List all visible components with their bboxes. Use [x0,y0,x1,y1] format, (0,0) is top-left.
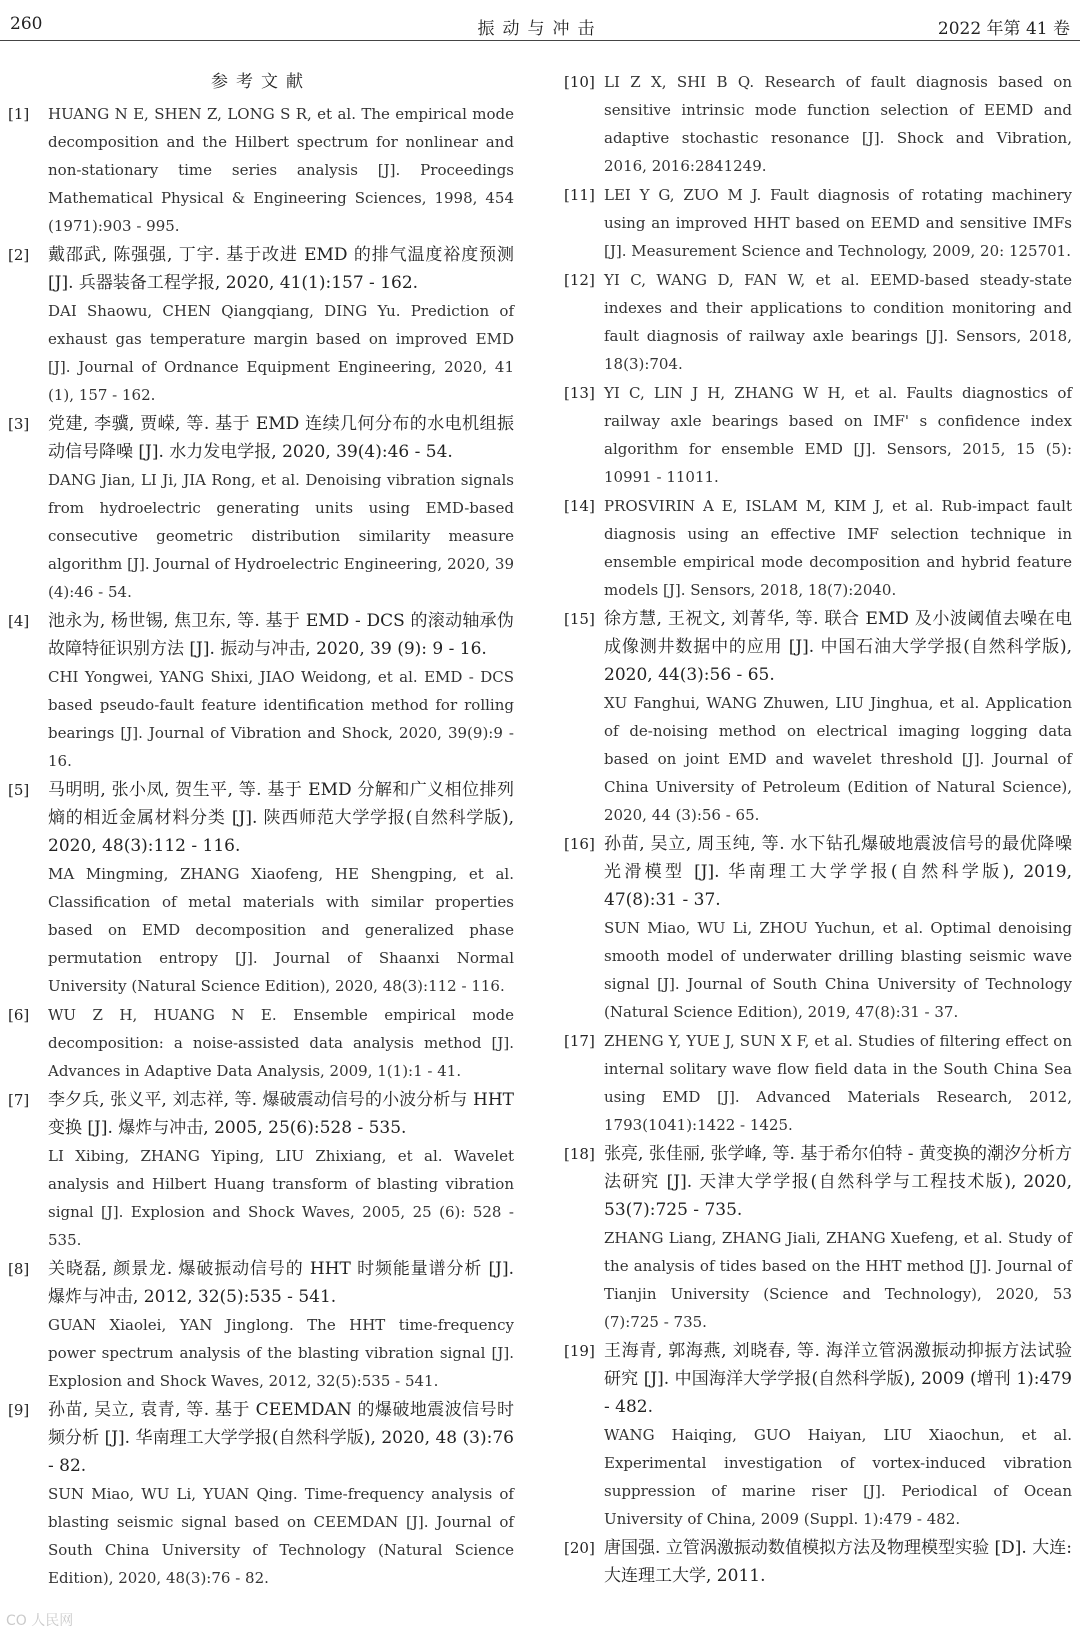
reference-text-english: WU Z H, HUANG N E. Ensemble empirical mode decomposition: a noise-assisted data analysis method [J]. Advances in Adaptive Data Analysis, 2009, 1(1):1 - 41. [48,1006,514,1080]
references-title: 参考文献 [211,72,311,92]
page-header [0,0,1080,41]
reference-text-english: YI C, LIN J H, ZHANG W H, et al. Faults diagnostics of railway axle bearings based on IMF' s confidence index algorithm for ensemble EMD [J]. Sensors, 2015, 15 (5): 10991 - 11011. [604,384,1072,486]
reference-item [564,266,1072,378]
watermark: CO 人民网 [6,1613,74,1629]
reference-body [604,1027,1072,1139]
reference-number: [17] [564,1032,595,1050]
reference-text-chinese: 党建, 李骥, 贾嵘, 等. 基于 EMD 连续几何分布的水电机组振动信号降噪 [J]. 水力发电学报, 2020, 39(4):46 - 54. [48,414,514,462]
reference-number: [11] [564,186,595,204]
reference-text-english: MA Mingming, ZHANG Xiaofeng, HE Shengping, et al. Classification of metal materials with similar properties based on EMD decomposition and generalized phase permutation entropy [J]. Journal of Shaanxi Normal University (Natural Science Edition), 2020, 48(3):112 - 116. [48,865,514,995]
reference-item [564,1337,1072,1533]
reference-number: [18] [564,1145,595,1163]
reference-item [564,379,1072,491]
reference-text-english: DANG Jian, LI Ji, JIA Rong, et al. Denoising vibration signals from hydroelectric generating units using EMD-based consecutive geometric distribution similarity measure algorithm [J]. Journal of Hydroelectric Engineering, 2020, 39 (4):46 - 54. [48,471,514,601]
reference-body [604,68,1072,180]
reference-body [48,607,514,775]
reference-number: [14] [564,497,595,515]
reference-text-english: CHI Yongwei, YANG Shixi, JIAO Weidong, et al. EMD - DCS based pseudo-fault feature identification method for rolling bearings [J]. Journal of Vibration and Shock, 2020, 39(9):9 - 16. [48,668,514,770]
reference-item [8,1086,514,1254]
reference-item [564,830,1072,1026]
reference-body [604,266,1072,378]
reference-number: [5] [8,781,30,799]
reference-body [604,181,1072,265]
reference-item [564,605,1072,829]
reference-number: [1] [8,105,30,123]
reference-text-chinese: 张亮, 张佳丽, 张学峰, 等. 基于希尔伯特 - 黄变换的潮汐分析方法研究 [J]. 天津大学学报(自然科学与工程技术版), 2020, 53(7):725 - 735. [604,1144,1072,1220]
reference-list-right [564,68,1072,1590]
reference-body [48,1255,514,1395]
reference-text-chinese: 戴邵武, 陈强强, 丁宇. 基于改进 EMD 的排气温度裕度预测 [J]. 兵器装备工程学报, 2020, 41(1):157 - 162. [48,245,514,293]
page-number: 260 [10,14,43,34]
reference-number: [2] [8,246,30,264]
reference-text-chinese: 王海青, 郭海燕, 刘晓春, 等. 海洋立管涡激振动抑振方法试验研究 [J]. 中国海洋大学学报(自然科学版), 2009 (增刊 1):479 - 482. [604,1341,1072,1417]
reference-text-english: WANG Haiqing, GUO Haiyan, LIU Xiaochun, et al. Experimental investigation of vortex-induced vibration suppression of marine riser [J]. Periodical of Ocean University of China, 2009 (Suppl. 1):479 - 482. [604,1426,1072,1528]
reference-number: [12] [564,271,595,289]
reference-item [564,68,1072,180]
reference-text-english: LI Z X, SHI B Q. Research of fault diagnosis based on sensitive intrinsic mode function selection of EEMD and adaptive stochastic resonance [J]. Shock and Vibration, 2016, 2016:2841249. [604,73,1072,175]
reference-number: [19] [564,1342,595,1360]
reference-item [564,1534,1072,1590]
reference-text-chinese: 马明明, 张小凤, 贺生平, 等. 基于 EMD 分解和广义相位排列熵的相近金属材料分类 [J]. 陕西师范大学学报(自然科学版), 2020, 48(3):112 - 116. [48,780,514,856]
reference-text-english: XU Fanghui, WANG Zhuwen, LIU Jinghua, et al. Application of de-noising method on electrical imaging logging data based on joint EMD and wavelet threshold [J]. Journal of China University of Petroleum (Edition of Natural Science), 2020, 44 (3):56 - 65. [604,694,1072,824]
reference-body [48,241,514,409]
reference-number: [6] [8,1006,30,1024]
reference-body [48,100,514,240]
reference-list-left [8,100,514,1592]
reference-body [604,1337,1072,1533]
reference-body [604,1534,1072,1590]
reference-number: [8] [8,1260,30,1278]
reference-item [8,1396,514,1592]
reference-number: [4] [8,612,30,630]
reference-body [48,410,514,606]
reference-text-english: PROSVIRIN A E, ISLAM M, KIM J, et al. Rub-impact fault diagnosis using an effective IMF selection technique in ensemble empirical mode decomposition and hybrid feature models [J]. Sensors, 2018, 18(7):2040. [604,497,1072,599]
reference-text-english: ZHANG Liang, ZHANG Jiali, ZHANG Xuefeng, et al. Study of the analysis of tides based on the HHT method [J]. Journal of Tianjin University (Science and Technology), 2020, 53 (7):725 - 735. [604,1229,1072,1331]
reference-number: [15] [564,610,595,628]
reference-text-chinese: 李夕兵, 张义平, 刘志祥, 等. 爆破震动信号的小波分析与 HHT 变换 [J]. 爆炸与冲击, 2005, 25(6):528 - 535. [48,1090,514,1138]
reference-item [8,1255,514,1395]
reference-text-english: GUAN Xiaolei, YAN Jinglong. The HHT time-frequency power spectrum analysis of the blasting vibration signal [J]. Explosion and Shock Waves, 2012, 32(5):535 - 541. [48,1316,514,1390]
right-column [564,68,1072,1591]
reference-text-english: SUN Miao, WU Li, ZHOU Yuchun, et al. Optimal denoising smooth model of underwater drilling blasting seismic wave signal [J]. Journal of South China University of Technology (Natural Science Edition), 2019, 47(8):31 - 37. [604,919,1072,1021]
reference-item [8,100,514,240]
reference-text-english: LEI Y G, ZUO M J. Fault diagnosis of rotating machinery using an improved HHT based on EEMD and sensitive IMFs [J]. Measurement Science and Technology, 2009, 20: 125701. [604,186,1072,260]
reference-item [8,410,514,606]
reference-text-english: YI C, WANG D, FAN W, et al. EEMD-based steady-state indexes and their applications to condition monitoring and fault diagnosis of railway axle bearings [J]. Sensors, 2018, 18(3):704. [604,271,1072,373]
reference-text-english: ZHENG Y, YUE J, SUN X F, et al. Studies of filtering effect on internal solitary wave flow field data in the South China Sea using EMD [J]. Advanced Materials Research, 2012, 1793(1041):1422 - 1425. [604,1032,1072,1134]
reference-text-chinese: 孙苗, 吴立, 袁青, 等. 基于 CEEMDAN 的爆破地震波信号时频分析 [J]. 华南理工大学学报(自然科学版), 2020, 48 (3):76 - 82. [48,1400,514,1476]
reference-text-chinese: 关晓磊, 颜景龙. 爆破振动信号的 HHT 时频能量谱分析 [J]. 爆炸与冲击, 2012, 32(5):535 - 541. [48,1259,514,1307]
reference-body [604,605,1072,829]
reference-item [8,776,514,1000]
reference-item [8,241,514,409]
reference-text-english: SUN Miao, WU Li, YUAN Qing. Time-frequency analysis of blasting seismic signal based on CEEMDAN [J]. Journal of South China University of Technology (Natural Science Edition), 2020, 48(3):76 - 82. [48,1485,514,1587]
reference-number: [16] [564,835,595,853]
reference-text-chinese: 孙苗, 吴立, 周玉纯, 等. 水下钻孔爆破地震波信号的最优降噪光滑模型 [J]. 华南理工大学学报(自然科学版), 2019, 47(8):31 - 37. [604,834,1072,910]
reference-number: [3] [8,415,30,433]
reference-body [48,1396,514,1592]
reference-item [8,607,514,775]
reference-number: [7] [8,1091,30,1109]
reference-number: [10] [564,73,595,91]
reference-text-english: LI Xibing, ZHANG Yiping, LIU Zhixiang, et al. Wavelet analysis and Hilbert Huang transform of blasting vibration signal [J]. Explosion and Shock Waves, 2005, 25 (6): 528 - 535. [48,1147,514,1249]
reference-body [604,830,1072,1026]
reference-item [8,1001,514,1085]
reference-body [604,492,1072,604]
reference-item [564,181,1072,265]
reference-item [564,1140,1072,1336]
reference-number: [13] [564,384,595,402]
reference-text-english: HUANG N E, SHEN Z, LONG S R, et al. The empirical mode decomposition and the Hilbert spectrum for nonlinear and non-stationary time series analysis [J]. Proceedings Mathematical Physical & Engineering Sciences, 1998, 454 (1971):903 - 995. [48,105,514,235]
reference-item [564,492,1072,604]
reference-number: [20] [564,1539,595,1557]
reference-body [604,379,1072,491]
journal-title: 振动与冲击 [477,19,603,39]
reference-body [48,1086,514,1254]
reference-body [48,776,514,1000]
reference-body [48,1001,514,1085]
reference-body [604,1140,1072,1336]
reference-text-chinese: 唐国强. 立管涡激振动数值模拟方法及物理模型实验 [D]. 大连:大连理工大学, 2011. [604,1538,1072,1586]
left-column [8,68,514,1593]
reference-text-chinese: 池永为, 杨世锡, 焦卫东, 等. 基于 EMD - DCS 的滚动轴承伪故障特征识别方法 [J]. 振动与冲击, 2020, 39 (9): 9 - 16. [48,611,514,659]
reference-number: [9] [8,1401,30,1419]
reference-text-chinese: 徐方慧, 王祝文, 刘菁华, 等. 联合 EMD 及小波阈值去噪在电成像测井数据中的应用 [J]. 中国石油大学学报(自然科学版), 2020, 44(3):56 - 65. [604,609,1072,685]
issue-info: 2022 年第 41 卷 [937,19,1070,39]
reference-text-english: DAI Shaowu, CHEN Qiangqiang, DING Yu. Prediction of exhaust gas temperature margin based on improved EMD [J]. Journal of Ordnance Equipment Engineering, 2020, 41 (1), 157 - 162. [48,302,514,404]
reference-item [564,1027,1072,1139]
